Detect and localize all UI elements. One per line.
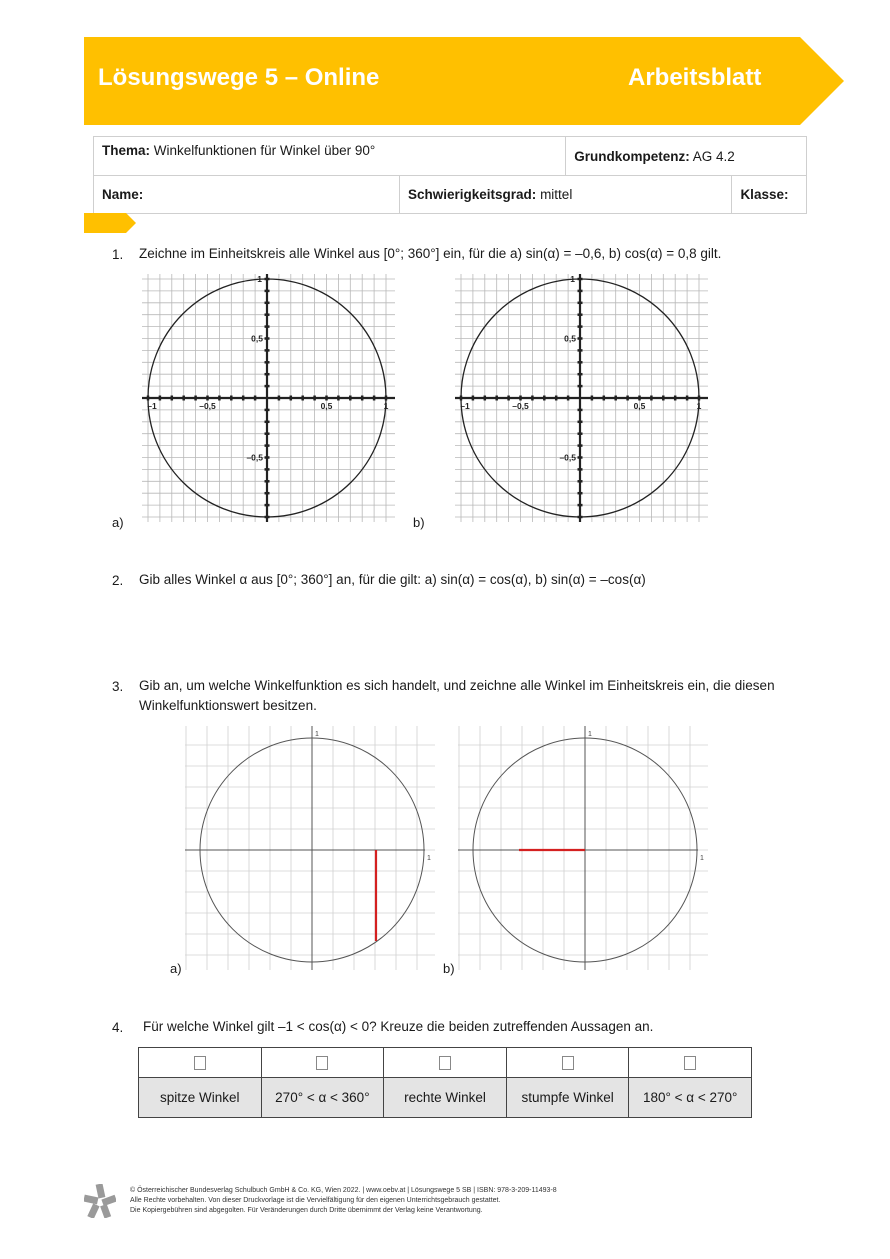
section-marker	[84, 213, 136, 233]
option-checkbox-1[interactable]	[139, 1048, 262, 1078]
footer	[130, 1186, 557, 1216]
task1-label-b: b)	[413, 515, 425, 530]
topic-cell: Thema: Winkelfunktionen für Winkel über 90°	[94, 137, 566, 176]
option-label-3: rechte Winkel	[384, 1078, 507, 1118]
task1-label-a: a)	[112, 515, 124, 530]
axis-label: 0,5	[251, 333, 263, 344]
name-field[interactable]: Name:	[94, 176, 400, 214]
difficulty-value: mittel	[540, 187, 573, 202]
axis-label: –0,5	[246, 452, 263, 463]
competence-cell: Grundkompetenz: AG 4.2	[566, 137, 807, 176]
axis-label: 1	[315, 731, 319, 738]
unit-circle-1b[interactable]	[453, 272, 710, 524]
option-checkbox-2[interactable]	[261, 1048, 384, 1078]
axis-label: –0,5	[512, 401, 529, 411]
worksheet-type: Arbeitsblatt	[628, 64, 762, 91]
competence-value: AG 4.2	[692, 148, 735, 164]
class-field[interactable]: Klasse:	[732, 176, 807, 214]
axis-label: 1	[383, 401, 389, 411]
option-label-2: 270° < α < 360°	[261, 1078, 384, 1118]
axis-label: –1	[460, 401, 470, 411]
task4-number: 4.	[112, 1020, 124, 1035]
axis-label: 1	[700, 855, 704, 862]
task3-label-a: a)	[170, 961, 182, 976]
publisher-logo-icon	[84, 1184, 116, 1218]
footer-line-3: Die Kopiergebühren sind abgegolten. Für Veränderungen durch Dritte übernimmt der Verlag keine Verantwortung.	[130, 1207, 483, 1214]
axis-label: 1	[427, 855, 431, 862]
unit-circle-1a[interactable]	[140, 272, 397, 524]
info-table	[93, 136, 807, 214]
answer-table	[138, 1047, 752, 1118]
task1-text: Zeichne im Einheitskreis alle Winkel aus [0°; 360°] ein, für die a) sin(α) = –0,6, b) cos(α) = 0,8 gilt.	[139, 246, 722, 261]
axis-label: 1	[696, 401, 702, 411]
task4-text: Für welche Winkel gilt –1 < cos(α) < 0? Kreuze die beiden zutreffenden Aussagen an.	[143, 1019, 654, 1034]
footer-line-1: © Österreichischer Bundesverlag Schulbuch GmbH & Co. KG, Wien 2022. | www.oebv.at | Lösungswege 5 SB | ISBN: 978-3-209-11493-8	[130, 1187, 557, 1194]
task3-text-line2: Winkelfunktionswert besitzen.	[139, 698, 317, 713]
worksheet-title: Lösungswege 5 – Online	[98, 64, 380, 91]
axis-label: 1	[257, 274, 262, 284]
footer-line-2: Alle Rechte vorbehalten. Von dieser Druckvorlage ist die Vervielfältigung für den eigenen Unterrichtsgebrauch gestattet.	[130, 1197, 501, 1204]
axis-label: 0,5	[633, 401, 646, 411]
option-checkbox-5[interactable]	[629, 1048, 752, 1078]
option-label-4: stumpfe Winkel	[506, 1078, 629, 1118]
axis-label: 0,5	[320, 401, 333, 411]
axis-label: 0,5	[564, 333, 576, 344]
unit-circle-3a[interactable]	[185, 726, 435, 970]
axis-label: –1	[147, 401, 157, 411]
topic-value: Winkelfunktionen für Winkel über 90°	[153, 143, 376, 158]
axis-label: 1	[588, 731, 592, 738]
option-label-5: 180° < α < 270°	[629, 1078, 752, 1118]
task2-text: Gib alles Winkel α aus [0°; 360°] an, für die gilt: a) sin(α) = cos(α), b) sin(α) = –cos(α)	[139, 572, 646, 587]
option-checkbox-4[interactable]	[506, 1048, 629, 1078]
task3-text-line1: Gib an, um welche Winkelfunktion es sich handelt, und zeichne alle Winkel im Einheitskreis ein, die diesen	[139, 678, 775, 693]
difficulty-cell: Schwierigkeitsgrad: mittel	[400, 176, 732, 214]
task3-label-b: b)	[443, 961, 455, 976]
axis-label: –0,5	[199, 401, 216, 411]
axis-label: –0,5	[559, 452, 576, 463]
task1-number: 1.	[112, 247, 124, 262]
task2-number: 2.	[112, 573, 124, 588]
option-checkbox-3[interactable]	[384, 1048, 507, 1078]
option-label-1: spitze Winkel	[139, 1078, 262, 1118]
unit-circle-3b[interactable]	[458, 726, 708, 970]
task3-number: 3.	[112, 679, 124, 694]
axis-label: 1	[570, 274, 575, 284]
